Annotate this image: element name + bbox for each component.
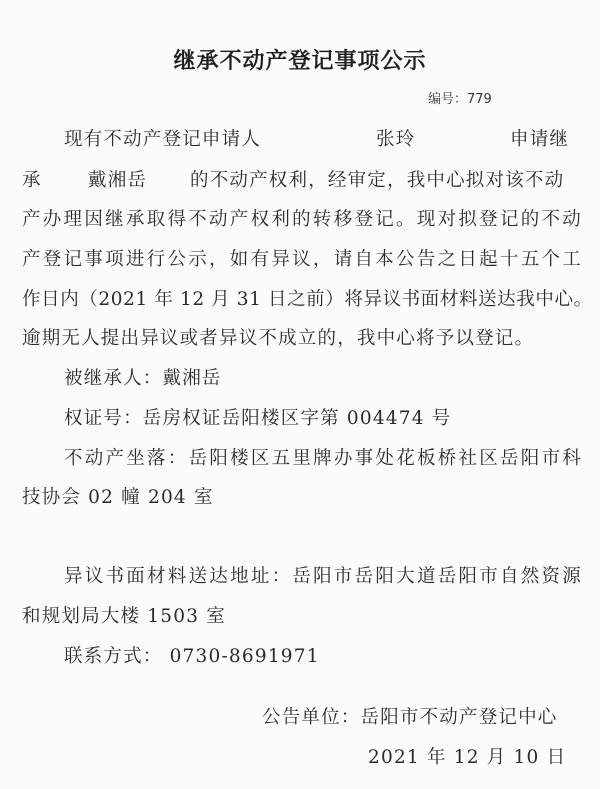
issue-date: 2021 年 12 月 10 日 bbox=[368, 747, 567, 768]
location-line-1: 不动产坐落：岳阳楼区五里牌办事处花板桥社区岳阳市科 bbox=[64, 448, 582, 469]
para-line-1-intro: 现有不动产登记申请人 bbox=[64, 129, 262, 150]
certificate-number: 权证号：岳房权证岳阳楼区字第 004474 号 bbox=[64, 408, 452, 429]
para-line-4: 产登记事项进行公示，如有异议，请自本公告之日起十五个工 bbox=[22, 249, 582, 270]
location-line-2: 技协会 02 幢 204 室 bbox=[22, 487, 214, 508]
para-line-1-tail: 申请继 bbox=[510, 129, 570, 150]
para-line-6: 逾期无人提出异议或者异议不成立的，我中心将予以登记。 bbox=[22, 328, 535, 349]
contact-info: 联系方式： 0730-8691971 bbox=[64, 646, 320, 667]
para-line-5: 作日内（2021 年 12 月 31 日之前）将异议书面材料送达我中心。 bbox=[22, 289, 593, 310]
heir-label: 被继承人：戴湘岳 bbox=[64, 368, 222, 389]
issuing-unit: 公告单位：岳阳市不动产登记中心 bbox=[262, 707, 558, 728]
document-number: 编号：779 bbox=[428, 92, 492, 107]
para-line-3: 产办理因继承取得不动产权利的转移登记。现对拟登记的不动 bbox=[22, 209, 582, 230]
applicant-name: 张玲 bbox=[376, 129, 416, 150]
page-title: 继承不动产登记事项公示 bbox=[173, 49, 427, 74]
objection-address-line-2: 和规划局大楼 1503 室 bbox=[22, 606, 226, 627]
para-line-2-rest: 的不动产权利，经审定，我中心拟对该不动 bbox=[190, 170, 565, 191]
para-line-2-start: 承 bbox=[22, 170, 42, 191]
deceased-name: 戴湘岳 bbox=[88, 170, 148, 191]
objection-address-line-1: 异议书面材料送达地址：岳阳市岳阳大道岳阳市自然资源 bbox=[64, 566, 582, 587]
